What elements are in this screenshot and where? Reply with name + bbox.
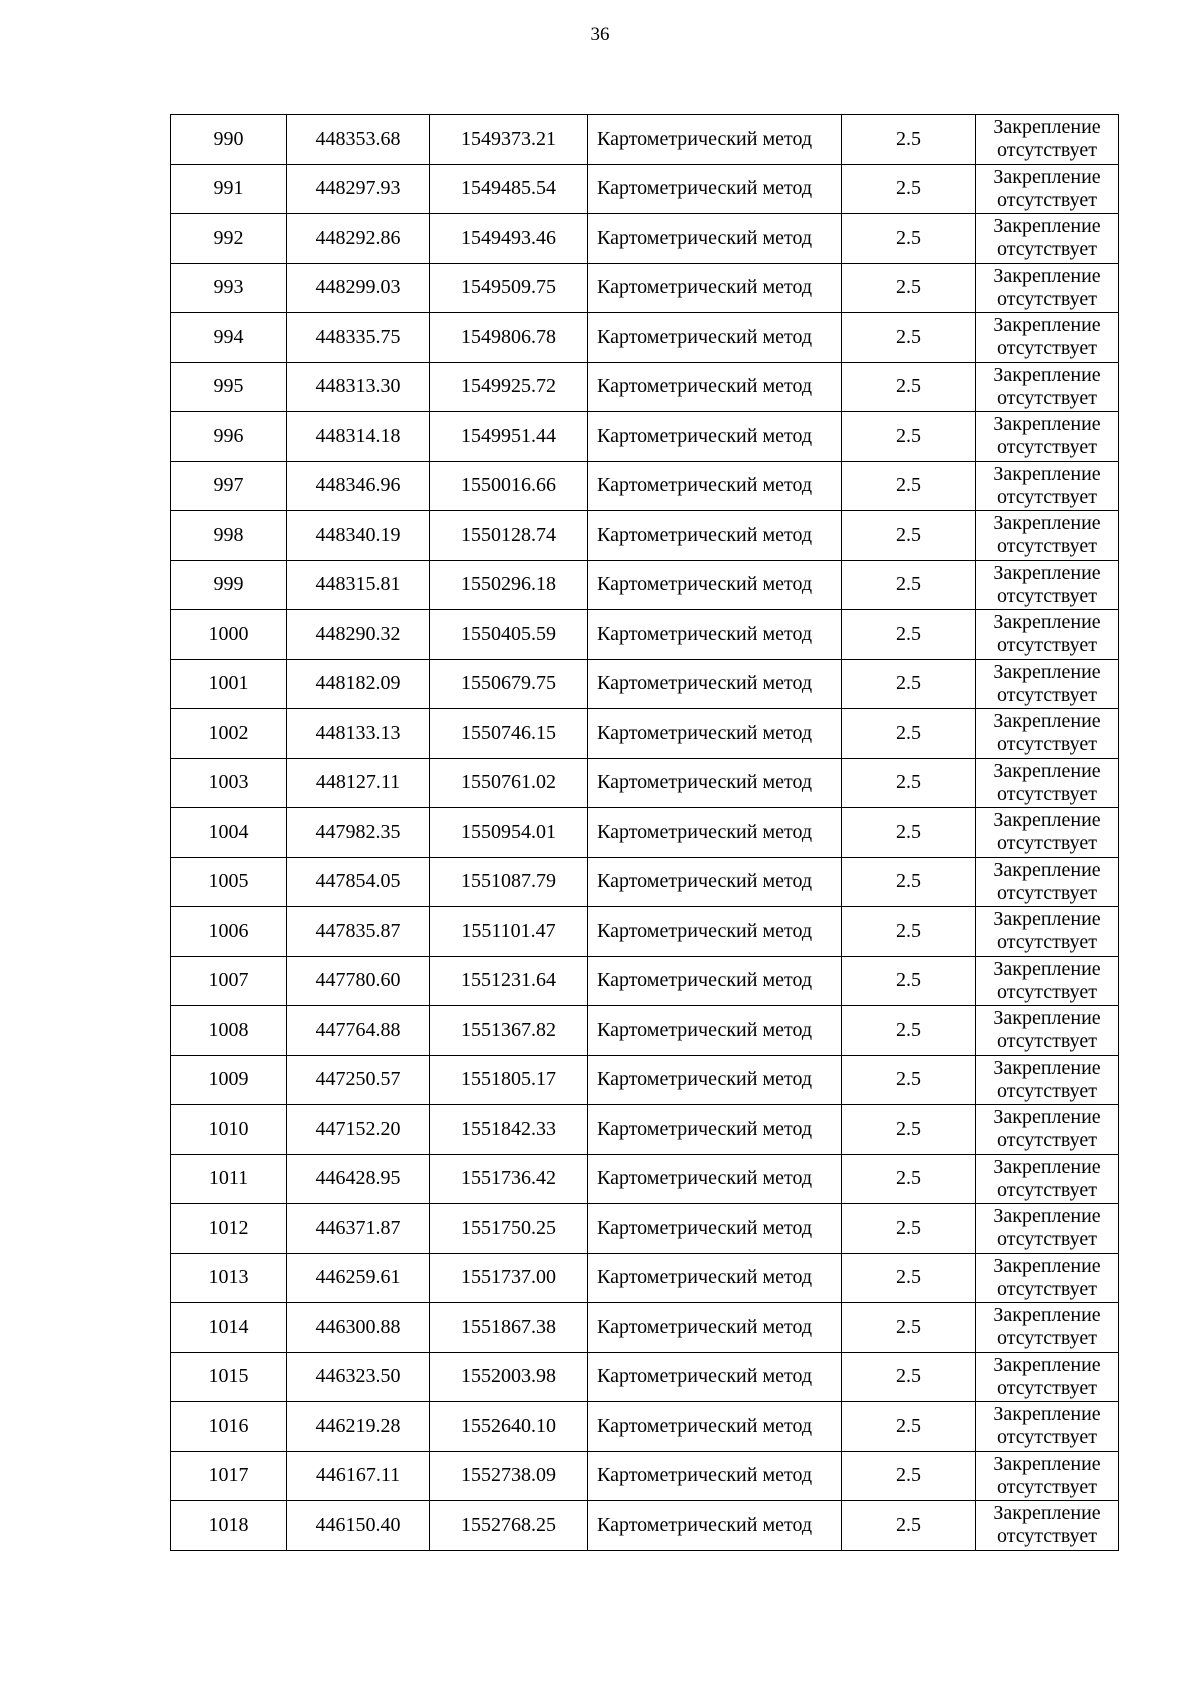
coordinates-table: [170, 114, 1119, 1551]
fixation-note-cell: Закрепление отсутствует: [976, 610, 1119, 660]
method-cell: Картометрический метод: [588, 1352, 842, 1402]
x-coordinate-cell: 448127.11: [287, 758, 430, 808]
accuracy-cell: 2.5: [842, 1055, 976, 1105]
fixation-note-cell: Закрепление отсутствует: [976, 1154, 1119, 1204]
accuracy-cell: 2.5: [842, 857, 976, 907]
point-number-cell: 1012: [171, 1204, 287, 1254]
x-coordinate-cell: 447152.20: [287, 1105, 430, 1155]
y-coordinate-cell: 1551367.82: [430, 1006, 588, 1056]
point-number-cell: 1015: [171, 1352, 287, 1402]
method-cell: Картометрический метод: [588, 709, 842, 759]
method-cell: Картометрический метод: [588, 1006, 842, 1056]
method-cell: Картометрический метод: [588, 1105, 842, 1155]
table-row: [171, 263, 1119, 313]
y-coordinate-cell: 1552640.10: [430, 1402, 588, 1452]
point-number-cell: 1008: [171, 1006, 287, 1056]
x-coordinate-cell: 448315.81: [287, 560, 430, 610]
page-number: 36: [590, 24, 610, 45]
point-number-cell: 1004: [171, 808, 287, 858]
y-coordinate-cell: 1551750.25: [430, 1204, 588, 1254]
y-coordinate-cell: 1552003.98: [430, 1352, 588, 1402]
accuracy-cell: 2.5: [842, 1501, 976, 1551]
accuracy-cell: 2.5: [842, 560, 976, 610]
method-cell: Картометрический метод: [588, 956, 842, 1006]
method-cell: Картометрический метод: [588, 1501, 842, 1551]
y-coordinate-cell: 1550746.15: [430, 709, 588, 759]
fixation-note-cell: Закрепление отсутствует: [976, 1303, 1119, 1353]
x-coordinate-cell: 448313.30: [287, 362, 430, 412]
y-coordinate-cell: 1549509.75: [430, 263, 588, 313]
x-coordinate-cell: 447982.35: [287, 808, 430, 858]
x-coordinate-cell: 448297.93: [287, 164, 430, 214]
fixation-note-cell: Закрепление отсутствует: [976, 560, 1119, 610]
point-number-cell: 1013: [171, 1253, 287, 1303]
method-cell: Картометрический метод: [588, 313, 842, 363]
accuracy-cell: 2.5: [842, 313, 976, 363]
fixation-note-cell: Закрепление отсутствует: [976, 758, 1119, 808]
table-row: [171, 709, 1119, 759]
x-coordinate-cell: 448292.86: [287, 214, 430, 264]
method-cell: Картометрический метод: [588, 907, 842, 957]
accuracy-cell: 2.5: [842, 1402, 976, 1452]
table-row: [171, 164, 1119, 214]
coordinates-table-body: [171, 115, 1119, 1551]
method-cell: Картометрический метод: [588, 1154, 842, 1204]
method-cell: Картометрический метод: [588, 511, 842, 561]
accuracy-cell: 2.5: [842, 511, 976, 561]
accuracy-cell: 2.5: [842, 164, 976, 214]
x-coordinate-cell: 446323.50: [287, 1352, 430, 1402]
method-cell: Картометрический метод: [588, 263, 842, 313]
fixation-note-cell: Закрепление отсутствует: [976, 709, 1119, 759]
y-coordinate-cell: 1549951.44: [430, 412, 588, 462]
fixation-note-cell: Закрепление отсутствует: [976, 659, 1119, 709]
point-number-cell: 991: [171, 164, 287, 214]
accuracy-cell: 2.5: [842, 1303, 976, 1353]
y-coordinate-cell: 1550016.66: [430, 461, 588, 511]
method-cell: Картометрический метод: [588, 560, 842, 610]
point-number-cell: 1001: [171, 659, 287, 709]
y-coordinate-cell: 1551101.47: [430, 907, 588, 957]
point-number-cell: 1006: [171, 907, 287, 957]
point-number-cell: 994: [171, 313, 287, 363]
point-number-cell: 1000: [171, 610, 287, 660]
point-number-cell: 1016: [171, 1402, 287, 1452]
fixation-note-cell: Закрепление отсутствует: [976, 1451, 1119, 1501]
table-row: [171, 214, 1119, 264]
y-coordinate-cell: 1552768.25: [430, 1501, 588, 1551]
method-cell: Картометрический метод: [588, 659, 842, 709]
point-number-cell: 1007: [171, 956, 287, 1006]
point-number-cell: 1002: [171, 709, 287, 759]
y-coordinate-cell: 1551736.42: [430, 1154, 588, 1204]
x-coordinate-cell: 448182.09: [287, 659, 430, 709]
fixation-note-cell: Закрепление отсутствует: [976, 1006, 1119, 1056]
table-row: [171, 461, 1119, 511]
table-row: [171, 1451, 1119, 1501]
fixation-note-cell: Закрепление отсутствует: [976, 1352, 1119, 1402]
accuracy-cell: 2.5: [842, 956, 976, 1006]
point-number-cell: 990: [171, 115, 287, 165]
fixation-note-cell: Закрепление отсутствует: [976, 214, 1119, 264]
method-cell: Картометрический метод: [588, 758, 842, 808]
y-coordinate-cell: 1550296.18: [430, 560, 588, 610]
accuracy-cell: 2.5: [842, 1253, 976, 1303]
table-row: [171, 907, 1119, 957]
method-cell: Картометрический метод: [588, 1253, 842, 1303]
x-coordinate-cell: 447854.05: [287, 857, 430, 907]
fixation-note-cell: Закрепление отсутствует: [976, 313, 1119, 363]
x-coordinate-cell: 448335.75: [287, 313, 430, 363]
fixation-note-cell: Закрепление отсутствует: [976, 1501, 1119, 1551]
accuracy-cell: 2.5: [842, 1105, 976, 1155]
fixation-note-cell: Закрепление отсутствует: [976, 412, 1119, 462]
accuracy-cell: 2.5: [842, 1352, 976, 1402]
y-coordinate-cell: 1552738.09: [430, 1451, 588, 1501]
y-coordinate-cell: 1549373.21: [430, 115, 588, 165]
table-row: [171, 1204, 1119, 1254]
x-coordinate-cell: 446167.11: [287, 1451, 430, 1501]
point-number-cell: 992: [171, 214, 287, 264]
x-coordinate-cell: 448314.18: [287, 412, 430, 462]
table-row: [171, 1055, 1119, 1105]
table-row: [171, 362, 1119, 412]
fixation-note-cell: Закрепление отсутствует: [976, 1253, 1119, 1303]
x-coordinate-cell: 446428.95: [287, 1154, 430, 1204]
x-coordinate-cell: 447250.57: [287, 1055, 430, 1105]
table-row: [171, 857, 1119, 907]
table-row: [171, 956, 1119, 1006]
table-row: [171, 1402, 1119, 1452]
accuracy-cell: 2.5: [842, 362, 976, 412]
table-row: [171, 115, 1119, 165]
accuracy-cell: 2.5: [842, 1154, 976, 1204]
table-row: [171, 659, 1119, 709]
point-number-cell: 1011: [171, 1154, 287, 1204]
accuracy-cell: 2.5: [842, 907, 976, 957]
x-coordinate-cell: 448299.03: [287, 263, 430, 313]
fixation-note-cell: Закрепление отсутствует: [976, 115, 1119, 165]
accuracy-cell: 2.5: [842, 461, 976, 511]
x-coordinate-cell: 448346.96: [287, 461, 430, 511]
table-row: [171, 758, 1119, 808]
table-row: [171, 511, 1119, 561]
y-coordinate-cell: 1551737.00: [430, 1253, 588, 1303]
x-coordinate-cell: 446300.88: [287, 1303, 430, 1353]
x-coordinate-cell: 448290.32: [287, 610, 430, 660]
table-row: [171, 1105, 1119, 1155]
table-row: [171, 313, 1119, 363]
y-coordinate-cell: 1549485.54: [430, 164, 588, 214]
fixation-note-cell: Закрепление отсутствует: [976, 1204, 1119, 1254]
accuracy-cell: 2.5: [842, 808, 976, 858]
x-coordinate-cell: 446259.61: [287, 1253, 430, 1303]
fixation-note-cell: Закрепление отсутствует: [976, 511, 1119, 561]
y-coordinate-cell: 1549806.78: [430, 313, 588, 363]
y-coordinate-cell: 1550761.02: [430, 758, 588, 808]
point-number-cell: 1003: [171, 758, 287, 808]
method-cell: Картометрический метод: [588, 1402, 842, 1452]
x-coordinate-cell: 448353.68: [287, 115, 430, 165]
method-cell: Картометрический метод: [588, 1055, 842, 1105]
table-row: [171, 1006, 1119, 1056]
x-coordinate-cell: 447780.60: [287, 956, 430, 1006]
x-coordinate-cell: 446219.28: [287, 1402, 430, 1452]
x-coordinate-cell: 448340.19: [287, 511, 430, 561]
y-coordinate-cell: 1551805.17: [430, 1055, 588, 1105]
x-coordinate-cell: 447764.88: [287, 1006, 430, 1056]
fixation-note-cell: Закрепление отсутствует: [976, 956, 1119, 1006]
fixation-note-cell: Закрепление отсутствует: [976, 907, 1119, 957]
accuracy-cell: 2.5: [842, 610, 976, 660]
table-row: [171, 808, 1119, 858]
table-row: [171, 1253, 1119, 1303]
method-cell: Картометрический метод: [588, 808, 842, 858]
method-cell: Картометрический метод: [588, 610, 842, 660]
y-coordinate-cell: 1551087.79: [430, 857, 588, 907]
point-number-cell: 998: [171, 511, 287, 561]
accuracy-cell: 2.5: [842, 659, 976, 709]
fixation-note-cell: Закрепление отсутствует: [976, 362, 1119, 412]
table-row: [171, 610, 1119, 660]
method-cell: Картометрический метод: [588, 164, 842, 214]
table-row: [171, 412, 1119, 462]
point-number-cell: 1014: [171, 1303, 287, 1353]
method-cell: Картометрический метод: [588, 115, 842, 165]
accuracy-cell: 2.5: [842, 1006, 976, 1056]
table-row: [171, 1352, 1119, 1402]
point-number-cell: 1017: [171, 1451, 287, 1501]
method-cell: Картометрический метод: [588, 1451, 842, 1501]
point-number-cell: 996: [171, 412, 287, 462]
accuracy-cell: 2.5: [842, 412, 976, 462]
table-row: [171, 1154, 1119, 1204]
method-cell: Картометрический метод: [588, 1204, 842, 1254]
point-number-cell: 999: [171, 560, 287, 610]
fixation-note-cell: Закрепление отсутствует: [976, 808, 1119, 858]
point-number-cell: 995: [171, 362, 287, 412]
fixation-note-cell: Закрепление отсутствует: [976, 1055, 1119, 1105]
accuracy-cell: 2.5: [842, 214, 976, 264]
y-coordinate-cell: 1549493.46: [430, 214, 588, 264]
accuracy-cell: 2.5: [842, 709, 976, 759]
method-cell: Картометрический метод: [588, 461, 842, 511]
y-coordinate-cell: 1551867.38: [430, 1303, 588, 1353]
method-cell: Картометрический метод: [588, 857, 842, 907]
accuracy-cell: 2.5: [842, 758, 976, 808]
fixation-note-cell: Закрепление отсутствует: [976, 263, 1119, 313]
fixation-note-cell: Закрепление отсутствует: [976, 1105, 1119, 1155]
fixation-note-cell: Закрепление отсутствует: [976, 1402, 1119, 1452]
point-number-cell: 1005: [171, 857, 287, 907]
table-row: [171, 1303, 1119, 1353]
table-row: [171, 560, 1119, 610]
x-coordinate-cell: 446371.87: [287, 1204, 430, 1254]
accuracy-cell: 2.5: [842, 1451, 976, 1501]
method-cell: Картометрический метод: [588, 412, 842, 462]
point-number-cell: 1018: [171, 1501, 287, 1551]
y-coordinate-cell: 1551842.33: [430, 1105, 588, 1155]
method-cell: Картометрический метод: [588, 1303, 842, 1353]
y-coordinate-cell: 1551231.64: [430, 956, 588, 1006]
y-coordinate-cell: 1550405.59: [430, 610, 588, 660]
point-number-cell: 1009: [171, 1055, 287, 1105]
x-coordinate-cell: 448133.13: [287, 709, 430, 759]
y-coordinate-cell: 1549925.72: [430, 362, 588, 412]
y-coordinate-cell: 1550128.74: [430, 511, 588, 561]
point-number-cell: 997: [171, 461, 287, 511]
point-number-cell: 993: [171, 263, 287, 313]
fixation-note-cell: Закрепление отсутствует: [976, 164, 1119, 214]
y-coordinate-cell: 1550679.75: [430, 659, 588, 709]
fixation-note-cell: Закрепление отсутствует: [976, 461, 1119, 511]
accuracy-cell: 2.5: [842, 115, 976, 165]
table-row: [171, 1501, 1119, 1551]
method-cell: Картометрический метод: [588, 214, 842, 264]
method-cell: Картометрический метод: [588, 362, 842, 412]
y-coordinate-cell: 1550954.01: [430, 808, 588, 858]
point-number-cell: 1010: [171, 1105, 287, 1155]
fixation-note-cell: Закрепление отсутствует: [976, 857, 1119, 907]
x-coordinate-cell: 446150.40: [287, 1501, 430, 1551]
accuracy-cell: 2.5: [842, 1204, 976, 1254]
accuracy-cell: 2.5: [842, 263, 976, 313]
x-coordinate-cell: 447835.87: [287, 907, 430, 957]
